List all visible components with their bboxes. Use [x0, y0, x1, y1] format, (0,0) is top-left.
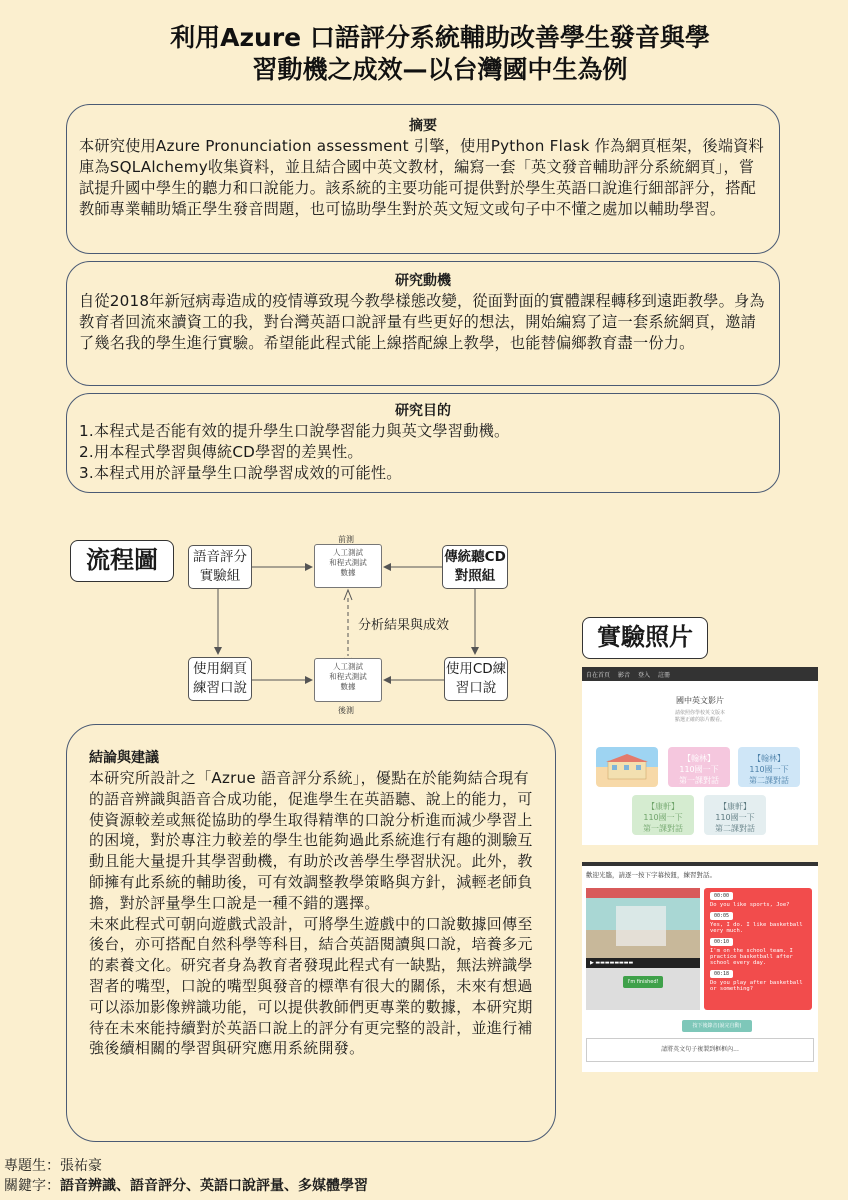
transcript-text: Do you play after basketball or something?: [710, 980, 803, 992]
student-line: [4, 1156, 102, 1176]
photo-practice-page: [582, 862, 818, 1072]
video-card-school: [596, 747, 658, 787]
keywords-line: [4, 1176, 368, 1196]
subtitle-button[interactable]: 00:00: [710, 892, 733, 900]
exp-group-line: 語音評分: [193, 549, 247, 565]
purpose-item: 3.本程式用於評量學生口說學習成效的可能性。: [79, 464, 402, 482]
subtitle-button[interactable]: 00:05: [710, 912, 733, 920]
posttest-line: 人工測試: [333, 662, 363, 671]
video-list-heading: 國中英文影片: [676, 696, 724, 705]
pretest-box: [314, 544, 382, 588]
purpose-item: 1.本程式是否能有效的提升學生口說學習能力與英文學習動機。: [79, 422, 510, 440]
transcript-panel: [704, 888, 812, 1010]
record-button[interactable]: 按下後錄音(說完自動): [682, 1020, 752, 1032]
posttest-line: 數據: [340, 682, 356, 691]
video-frame: [586, 888, 700, 958]
video-card[interactable]: [738, 747, 800, 787]
control-group-box: [442, 545, 508, 589]
card-line: 【康軒】: [647, 802, 679, 811]
ctrl-group-line: 傳統聽CD: [444, 549, 506, 565]
cd-practice-box: [444, 657, 508, 701]
web-practice-line: 練習口說: [193, 680, 247, 696]
transcript-row[interactable]: [710, 970, 806, 992]
title-line-1: 利用Azure 口語評分系統輔助改善學生發音與學: [170, 23, 710, 52]
card-line: 110國一下: [715, 813, 755, 822]
motivation-heading: 研究動機: [395, 273, 451, 289]
posttest-label: 後測: [338, 706, 354, 715]
transcript-row[interactable]: [710, 912, 806, 934]
student-label: 專題生：: [4, 1158, 60, 1174]
transcript-text: Yes, I do. I like basketball very much.: [710, 922, 803, 934]
transcript-text: Do you like sports, Joe?: [710, 902, 790, 908]
video-card[interactable]: [668, 747, 730, 787]
purpose-item: 2.用本程式學習與傳統CD學習的差異性。: [79, 443, 363, 461]
analysis-label: 分析結果與成效: [358, 618, 450, 633]
card-line: 110國一下: [749, 765, 789, 774]
card-line: 第二課對話: [715, 824, 755, 833]
conclusion-paragraph-2: 未來此程式可朝向遊戲式設計，可將學生遊戲中的口說數據回傳至後台，亦可搭配自然科學等科目，結合英語閱讀與口說，培養多元的素養文化。研究者身為教育者發現此程式有一缺點，無法辨識學習者的嘴型，口說的嘴型與發音的標準有很大的關係，未來有想過可以添加影像辨識功能，可以提供教師們更專業的數據，本研究期待在未來能持續對於英語口說上的評分有更完整的設計，並進行補強後續相關的學習與研究應用系統開發。: [89, 914, 533, 1058]
pretest-line: 和程式測試: [329, 558, 367, 567]
purpose-heading: 研究目的: [395, 403, 451, 419]
posttest-line: 和程式測試: [329, 672, 367, 681]
abstract-body: 本研究使用Azure Pronunciation assessment 引擎，使用Python Flask 作為網頁框架，後端資料庫為SQLAlchemy收集資料，並且結合國中英文教材，編寫一套「英文發音輔助評分系統網頁」，嘗試提升國中學生的聽力和口說能力。該系統的主要功能可提供對於學生英語口說進行細部評分，搭配教師專業輔助矯正學生發音問題，也可協助學生對於英文短文或句子中不懂之處加以輔助學習。: [79, 137, 764, 218]
awning: [586, 888, 700, 898]
card-line: 110國一下: [679, 765, 719, 774]
keywords-label: 關鍵字：: [4, 1178, 60, 1194]
conclusion-paragraph-1: 本研究所設計之「Azrue 語音評分系統」，優點在於能夠結合現有的語音辨識與語音合成功能，促進學生在英語聽、說上的能力，可使資源較差或無從協助的學生取得精準的口說分析進而減少學習上的困境，對於專注力較差的學生也能夠過此系統進行有趣的測驗互動且能大量提升其學習動機，有助於改善學生學習狀況。此外，教師擁有此系統的輔助後，可有效調整教學策略與方針，減輕老師負擔，對於評量學生口說是一種不錯的選擇。: [89, 769, 533, 912]
subtitle-button[interactable]: 00:18: [710, 970, 733, 978]
transcript-row[interactable]: [710, 938, 806, 966]
abstract-heading: 摘要: [409, 118, 437, 134]
video-list-sub1: 請依照你學校英文版本: [674, 710, 725, 716]
nav-item: 註冊: [658, 671, 671, 679]
nav-item: 登入: [638, 671, 651, 679]
card-line: 110國一下: [643, 813, 683, 822]
video-card[interactable]: [632, 795, 694, 835]
ctrl-group-line: 對照組: [454, 568, 496, 584]
storefront-door: [616, 906, 666, 946]
motivation-body: 自從2018年新冠病毒造成的疫情導致現今教學樣態改變，從面對面的實體課程轉移到遠距教學。身為教育者回流來讀資工的我，對台灣英語口說評量有些更好的想法，開始編寫了這一套系統網頁，邀請了幾名我的學生進行實驗。希望能此程式能上線搭配線上教學，也能替偏鄉教育盡一份力。: [79, 292, 765, 352]
transcript-row[interactable]: [710, 892, 806, 908]
pretest-line: 人工測試: [333, 548, 363, 557]
pretest-line: 數據: [340, 568, 356, 577]
video-player[interactable]: [586, 888, 700, 1010]
photos-label: 實驗照片: [582, 617, 708, 659]
card-line: 第一課對話: [643, 824, 683, 833]
pretest-label: 前測: [338, 535, 354, 544]
title-line-2: 習動機之成效—以台灣國中生為例: [252, 55, 628, 84]
video-list-sub2: 點選正確的影片觀看。: [674, 717, 725, 723]
cd-practice-line: 習口說: [455, 680, 497, 696]
keywords-text: 語音辨識、語音評分、英語口說評量、多媒體學習: [60, 1178, 368, 1194]
nav-bar: [582, 667, 818, 681]
subtitle-button[interactable]: 00:10: [710, 938, 733, 946]
cd-practice-line: 使用CD練: [445, 661, 507, 677]
card-line: 【翰林】: [753, 754, 785, 763]
card-line: 第一課對話: [679, 776, 719, 785]
card-line: 第二課對話: [749, 776, 789, 785]
conclusion-section: [66, 724, 556, 1142]
nav-item: 影音: [618, 671, 631, 679]
conclusion-heading: 結論與建議: [89, 750, 159, 766]
flowchart-label: 流程圖: [70, 540, 174, 582]
exp-group-line: 實驗組: [199, 568, 241, 584]
web-practice-box: [188, 657, 252, 701]
transcript-text: I'm on the school team. I practice basketball after school every day.: [710, 948, 793, 966]
nav-item: 自在首頁: [586, 671, 611, 679]
card-line: 【康軒】: [719, 802, 751, 811]
photo-video-list: [582, 667, 818, 845]
finished-button[interactable]: I'm finished!: [623, 976, 663, 988]
card-line: 【翰林】: [683, 754, 715, 763]
welcome-text: 歡迎光臨，請逐一按下字幕按鈕，練習對話。: [586, 871, 716, 879]
web-practice-line: 使用網頁: [193, 661, 247, 677]
posttest-box: [314, 658, 382, 702]
video-controls[interactable]: ▶ ▬▬▬▬▬▬▬▬: [586, 958, 700, 968]
sentence-input[interactable]: 請將英文句子複製到框框內...: [586, 1038, 814, 1062]
school-building-icon: [602, 753, 652, 781]
student-name: 張祐豪: [60, 1158, 102, 1174]
experimental-group-box: [188, 545, 252, 589]
video-card[interactable]: [704, 795, 766, 835]
